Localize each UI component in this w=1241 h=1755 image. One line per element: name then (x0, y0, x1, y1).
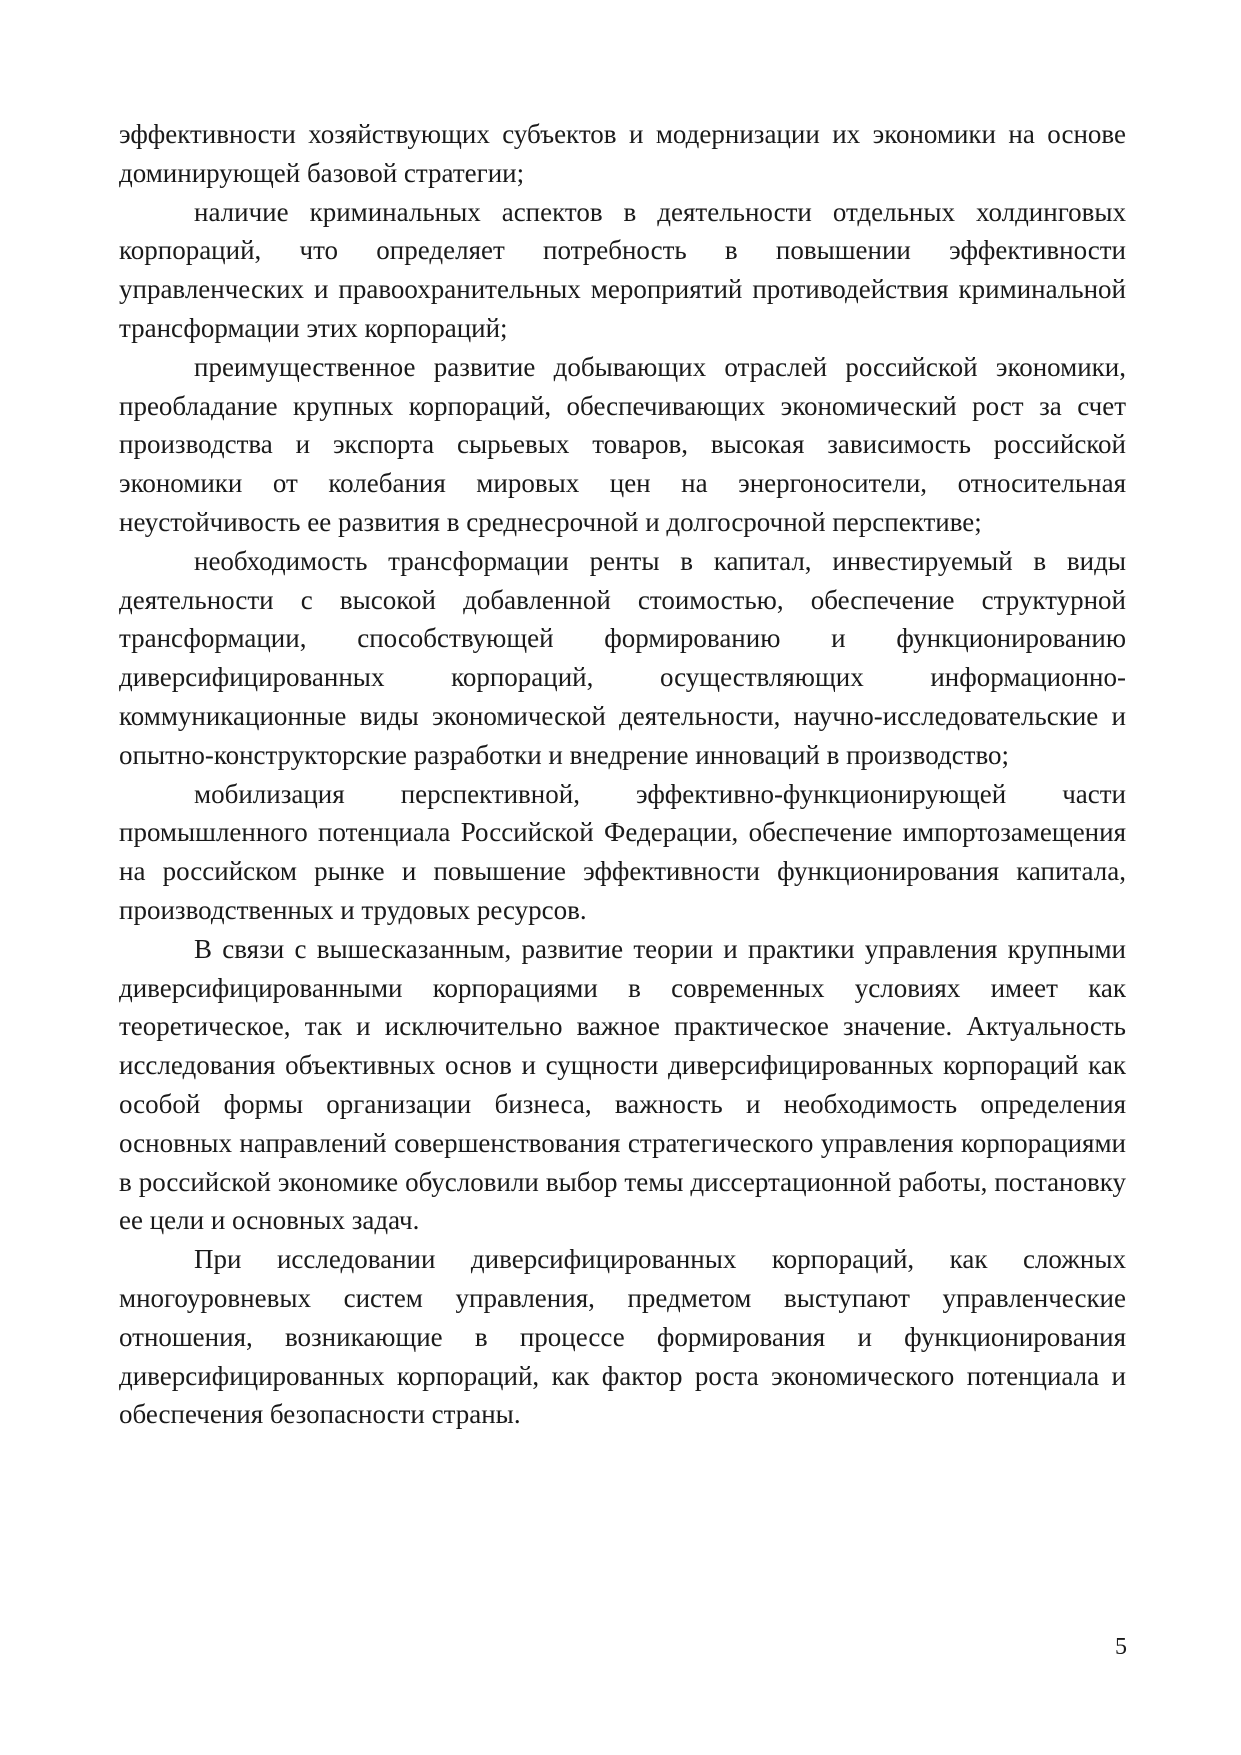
paragraph-7: При исследовании диверсифицированных корпораций, как сложных многоуровневых систем управления, предметом выступают управленческие отношения, возникающие в процессе формирования и функционирования диверсифицированных корпораций, как фактор роста экономического потенциала и обеспечения безопасности страны. (119, 1244, 1126, 1430)
paragraph-1: эффективности хозяйствующих субъектов и модернизации их экономики на основе доминирующей базовой стратегии; (119, 119, 1126, 188)
paragraph-6: В связи с вышесказанным, развитие теории и практики управления крупными диверсифицированными корпорациями в современных условиях имеет как теоретическое, так и исключительно важное практическое значение. Актуальность исследования объективных основ и сущности диверсифицированных корпораций как особой формы организации бизнеса, важность и необходимость определения основных направлений совершенствования стратегического управления корпорациями в российской экономике обусловили выбор темы диссертационной работы, постановку ее цели и основных задач. (119, 933, 1126, 1236)
paragraph-4: необходимость трансформации ренты в капитал, инвестируемый в виды деятельности с высокой добавленной стоимостью, обеспечение структурной трансформации, способствующей формированию и функционированию диверсифицированных корпораций, осуществляющих информационно-коммуникационные виды экономической деятельности, научно-исследовательские и опытно-конструкторские разработки и внедрение инноваций в производство; (119, 545, 1126, 770)
paragraph-3: преимущественное развитие добывающих отраслей российской экономики, преобладание крупных корпораций, обеспечивающих экономический рост за счет производства и экспорта сырьевых товаров, высокая зависимость российской экономики от колебания мировых цен на энергоносители, относительная неустойчивость ее развития в среднесрочной и долгосрочной перспективе; (119, 351, 1126, 537)
paragraph-2: наличие криминальных аспектов в деятельности отдельных холдинговых корпораций, что определяет потребность в повышении эффективности управленческих и правоохранительных мероприятий противодействия криминальной трансформации этих корпораций; (119, 196, 1126, 343)
body-text (119, 115, 1126, 1434)
paragraph-5: мобилизация перспективной, эффективно-функционирующей части промышленного потенциала Российской Федерации, обеспечение импортозамещения на российском рынке и повышение эффективности функционирования капитала, производственных и трудовых ресурсов. (119, 778, 1126, 925)
page-number: 5 (1115, 1634, 1127, 1660)
